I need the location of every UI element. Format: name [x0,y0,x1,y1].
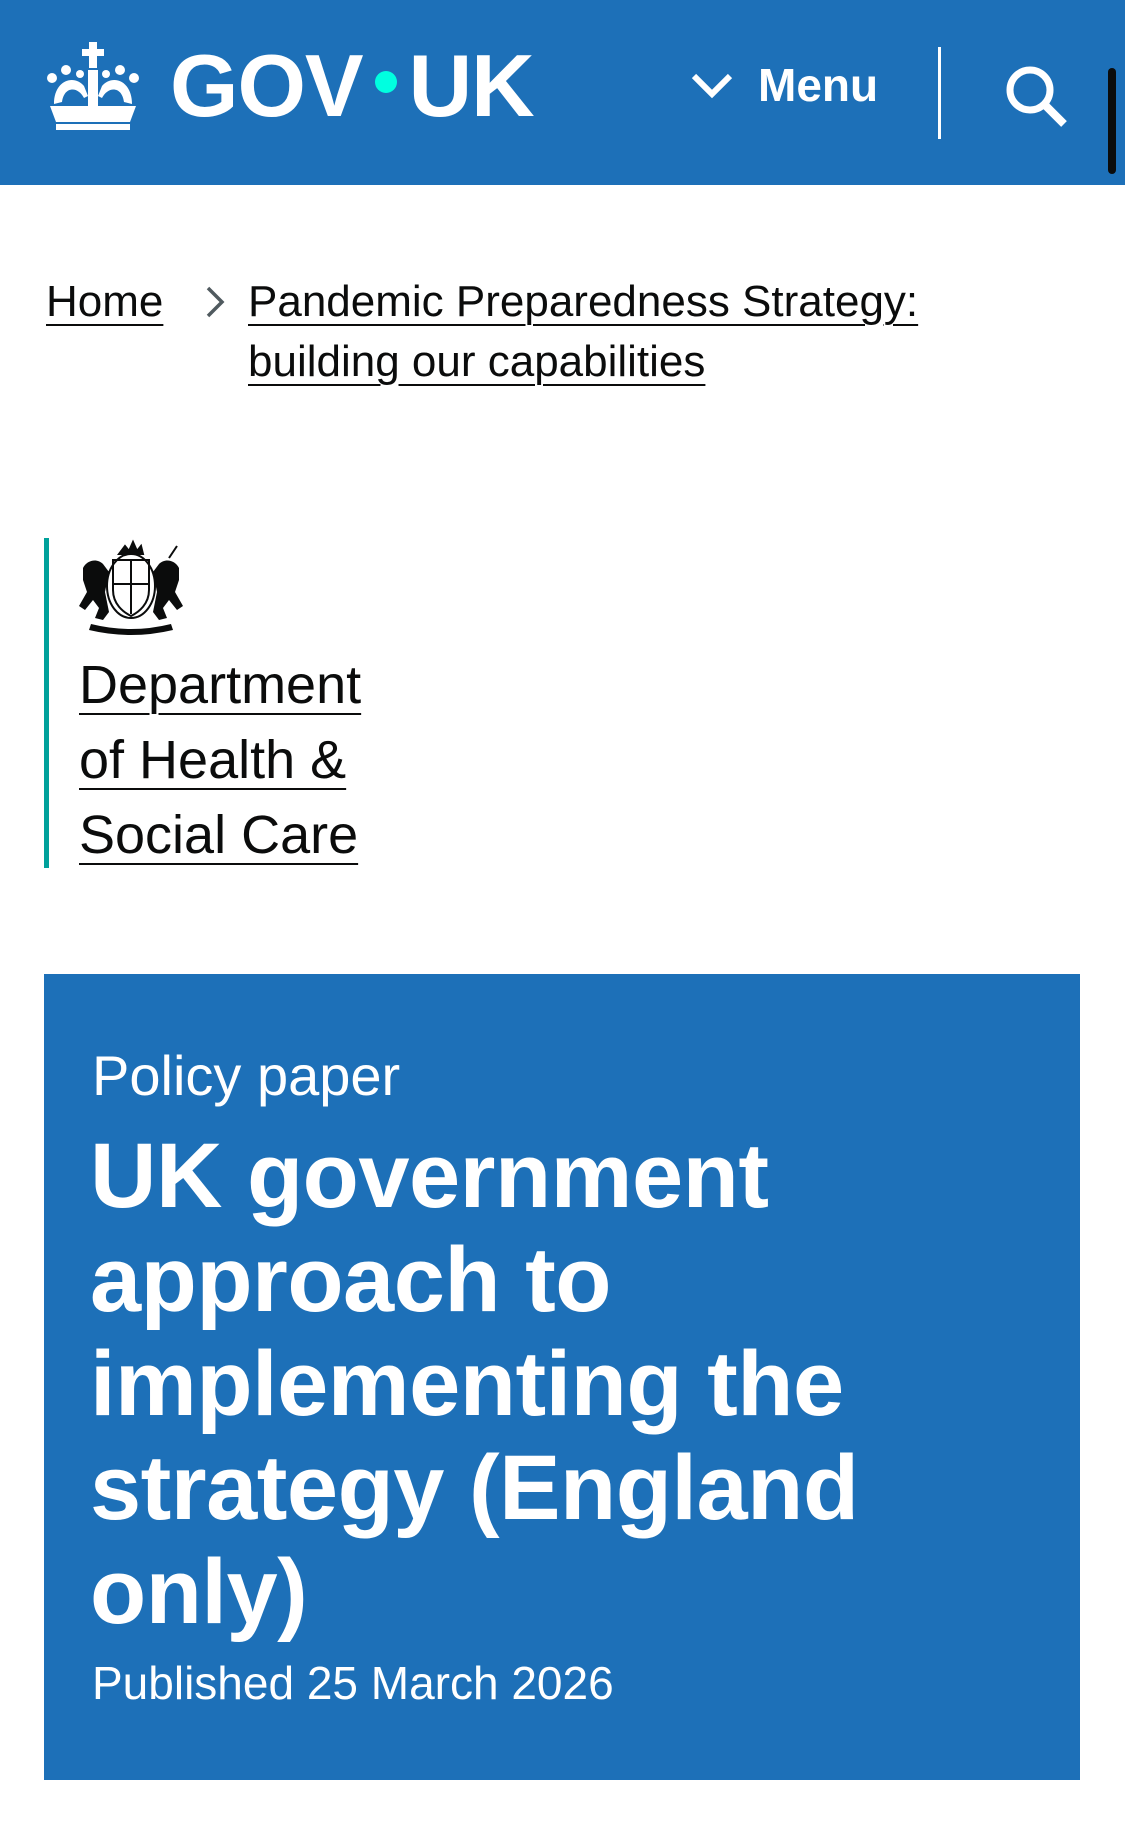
organisation-logo [44,538,569,868]
published-date: Published 25 March 2026 [92,1657,614,1709]
document-type-caption: Policy paper [92,1044,401,1107]
wordmark-dot [375,71,397,93]
menu-button[interactable] [690,59,879,111]
royal-coat-of-arms-icon [77,538,185,636]
govuk-logo-link[interactable] [44,36,534,135]
search-button[interactable] [1002,62,1070,130]
wordmark-gov: GOV [170,36,363,135]
breadcrumb-home-link[interactable]: Home [46,277,164,326]
chevron-right-icon [196,284,232,320]
govuk-wordmark [170,36,534,135]
menu-button-label: Menu [758,59,879,111]
page-title: UK government approach to implementing the strategy (England only) [90,1125,859,1643]
scroll-indicator[interactable] [1108,68,1116,174]
header-divider [938,47,941,139]
search-icon [1002,62,1070,130]
title-block [44,974,1080,1780]
breadcrumb-strategy-link[interactable]: Pandemic Preparedness Strategy: building our capabilities [248,277,919,386]
chevron-down-icon [690,70,734,100]
site-header [0,0,1125,185]
wordmark-uk: UK [408,36,534,135]
crown-icon [44,40,142,132]
organisation-name-link[interactable]: Department of Health & Social Care [79,655,362,865]
